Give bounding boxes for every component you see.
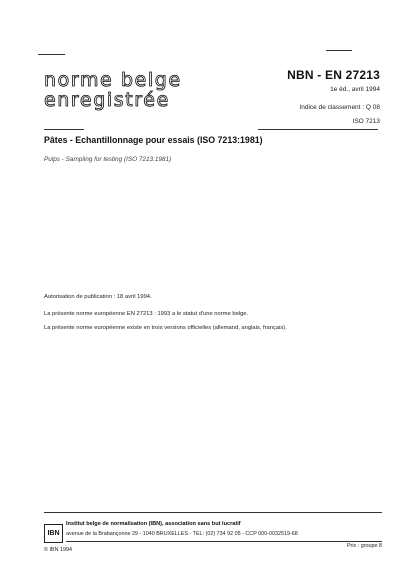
footer-rule-bottom xyxy=(66,541,382,542)
title-rule-left xyxy=(44,129,84,130)
ibn-logo xyxy=(44,524,63,543)
title-rule-right xyxy=(258,129,378,130)
top-rule-right xyxy=(326,50,352,51)
ibn-logo-text: IBN xyxy=(47,530,60,537)
versions-note: La présente norme européenne existe en trois versions officielles (allemand, anglais, français). xyxy=(44,325,287,331)
edition-date: 1e éd., avril 1994 xyxy=(330,86,380,93)
classification-index: Indice de classement : Q 08 xyxy=(299,104,380,111)
brand-title xyxy=(44,70,182,110)
footer-copyright: © IBN 1994 xyxy=(44,547,72,553)
brand-line-2: enregistrée xyxy=(44,89,170,111)
document-title: Pâtes - Echantillonnage pour essais (ISO 7213:1981) xyxy=(44,135,263,145)
document-subtitle: Pulps - Sampling for testing (ISO 7213:1981) xyxy=(44,156,172,163)
iso-reference: ISO 7213 xyxy=(352,118,380,125)
footer-rule xyxy=(44,512,382,513)
document-number: NBN - EN 27213 xyxy=(287,68,380,82)
brand-line-1: norme belge xyxy=(44,69,182,91)
authorization-note: Autorisation de publication : 18 avril 1994. xyxy=(44,294,152,300)
top-rule-left xyxy=(38,54,65,55)
footer-address: avenue de la Brabançonne 29 - 1040 BRUXELLES - TEL: (02) 734 92 05 - CCP 000-0032519-68 xyxy=(66,531,298,537)
footer-price: Prix : groupe 8 xyxy=(346,543,382,549)
footer-institute: Institut belge de normalisation (IBN), association sans but lucratif xyxy=(66,521,241,527)
status-note: La présente norme européenne EN 27213 : 1993 a le statut d'une norme belge. xyxy=(44,311,249,317)
